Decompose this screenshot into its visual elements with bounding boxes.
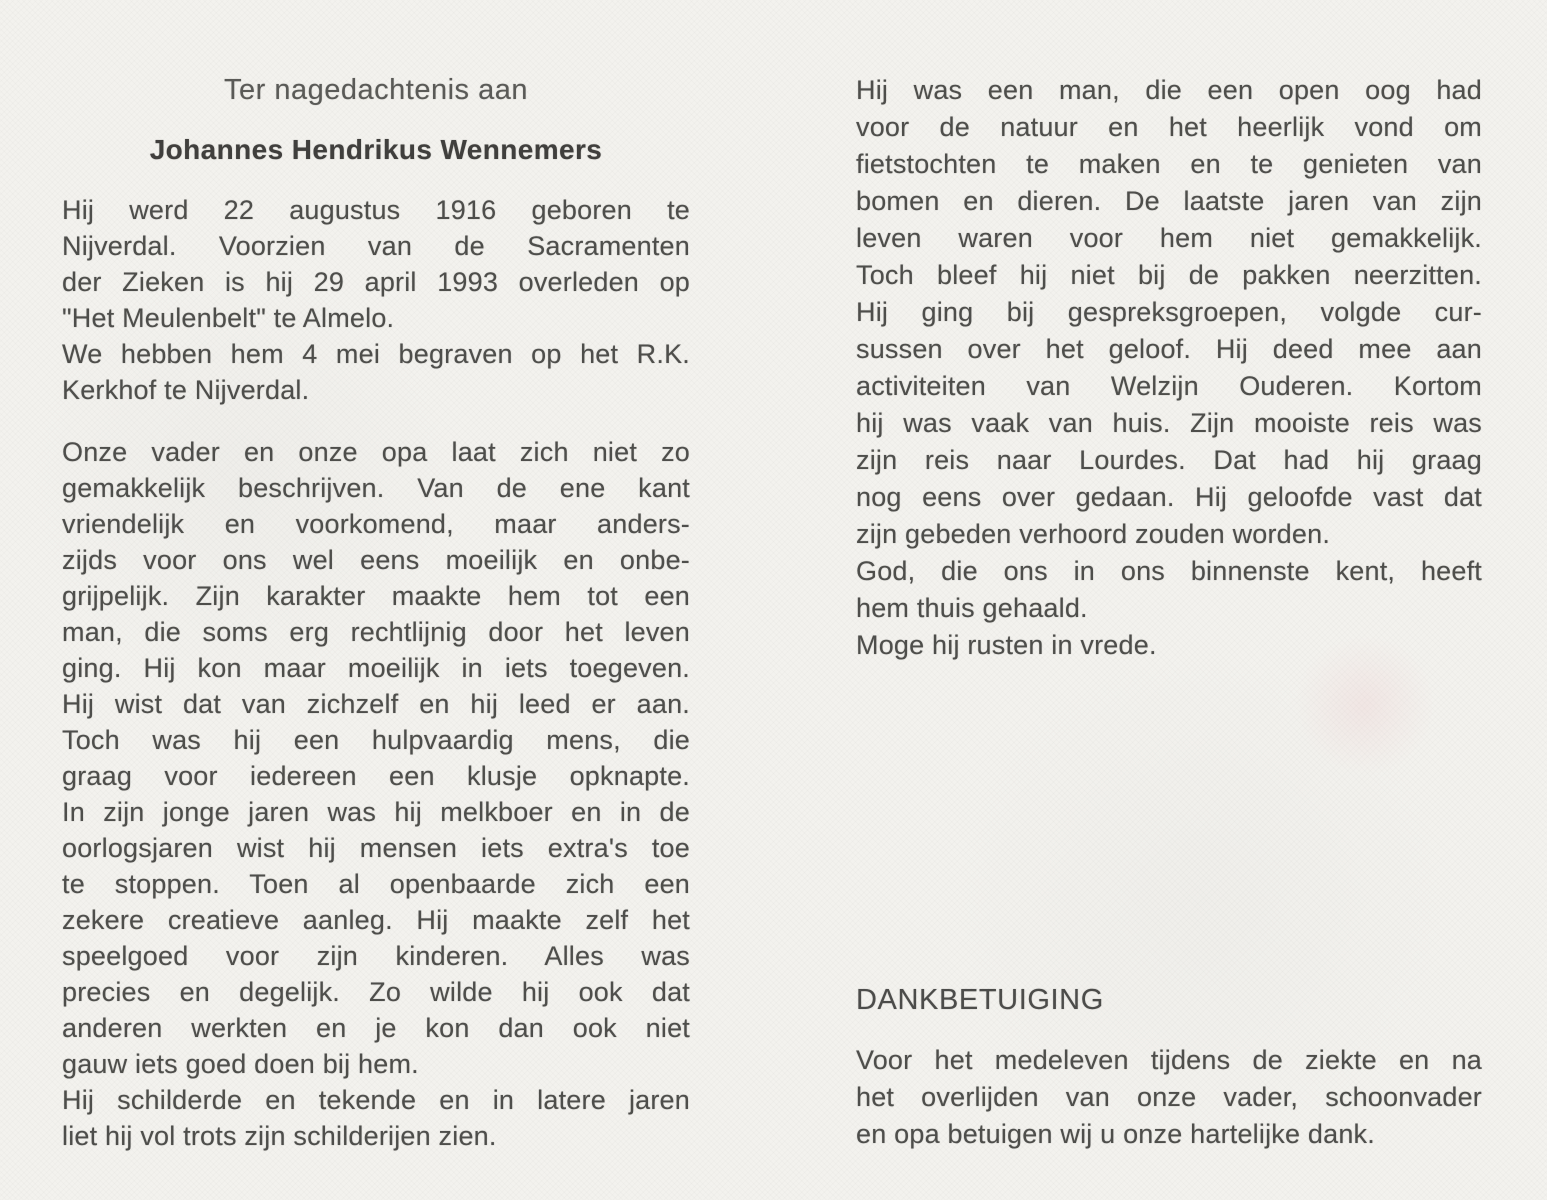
memorial-intro: Ter nagedachtenis aan <box>224 74 528 106</box>
text-line: fietstochten te maken en te genieten van <box>856 149 1482 179</box>
text-line: ging. Hij kon maar moeilijk in iets toegeven. <box>62 653 690 683</box>
deceased-name: Johannes Hendrikus Wennemers <box>149 134 603 165</box>
text-line: Onze vader en onze opa laat zich niet zo <box>62 437 690 467</box>
text-line: precies en degelijk. Zo wilde hij ook dat <box>62 977 690 1007</box>
text-line: Hij was een man, die een open oog had <box>856 75 1482 105</box>
character-paragraph <box>856 72 1482 553</box>
text-line: In zijn jonge jaren was hij melkboer en in de <box>62 797 690 827</box>
text-line: zijn gebeden verhoord zouden worden. <box>856 519 1331 549</box>
god-paragraph <box>856 553 1482 627</box>
text-line: hem thuis gehaald. <box>856 593 1088 623</box>
text-line: oorlogsjaren wist hij mensen iets extra's toe <box>62 833 690 863</box>
text-line: sussen over het geloof. Hij deed mee aan <box>856 334 1482 364</box>
text-line: der Zieken is hij 29 april 1993 overleden op <box>62 267 690 297</box>
text-line: te stoppen. Toen al openbaarde zich een <box>62 869 690 899</box>
burial-paragraph <box>62 336 690 408</box>
text-line: speelgoed voor zijn kinderen. Alles was <box>62 941 690 971</box>
text-line: gauw iets goed doen bij hem. <box>62 1049 419 1079</box>
text-line: Hij wist dat van zichzelf en hij leed er aan. <box>62 689 690 719</box>
text-line: zijn reis naar Lourdes. Dat had hij graag <box>856 445 1482 475</box>
rest-in-peace-line <box>856 627 1482 664</box>
left-page <box>62 0 690 1200</box>
text-line: anderen werkten en je kon dan ook niet <box>62 1013 690 1043</box>
text-line: We hebben hem 4 mei begraven op het R.K. <box>62 339 690 369</box>
text-line: man, die soms erg rechtlijnig door het leven <box>62 617 690 647</box>
text-line: Kerkhof te Nijverdal. <box>62 375 310 405</box>
text-line: activiteiten van Welzijn Ouderen. Kortom <box>856 371 1482 401</box>
right-page <box>856 0 1482 1200</box>
text-line: en opa betuigen wij u onze hartelijke dank. <box>856 1119 1375 1149</box>
life-description-paragraph <box>62 434 690 1082</box>
painting-paragraph <box>62 1082 690 1154</box>
text-line: liet hij vol trots zijn schilderijen zien. <box>62 1121 497 1151</box>
birth-death-paragraph <box>62 192 690 336</box>
acknowledgement-heading: DANKBETUIGING <box>856 984 1104 1016</box>
text-line: grijpelijk. Zijn karakter maakte hem tot een <box>62 581 690 611</box>
text-line: hij was vaak van huis. Zijn mooiste reis was <box>856 408 1482 438</box>
text-line: Moge hij rusten in vrede. <box>856 630 1157 660</box>
text-line: Voor het medeleven tijdens de ziekte en na <box>856 1045 1482 1075</box>
text-line: vriendelijk en voorkomend, maar anders- <box>62 509 690 539</box>
text-line: Hij ging bij gespreksgroepen, volgde cur- <box>856 297 1482 327</box>
text-line: leven waren voor hem niet gemakkelijk. <box>856 223 1482 253</box>
text-line: nog eens over gedaan. Hij geloofde vast dat <box>856 482 1482 512</box>
text-line: zekere creatieve aanleg. Hij maakte zelf het <box>62 905 690 935</box>
text-line: Hij werd 22 augustus 1916 geboren te <box>62 195 690 225</box>
acknowledgement-paragraph <box>856 1042 1482 1153</box>
text-line: Toch was hij een hulpvaardig mens, die <box>62 725 690 755</box>
text-line: zijds voor ons wel eens moeilijk en onbe- <box>62 545 690 575</box>
text-line: het overlijden van onze vader, schoonvader <box>856 1082 1482 1112</box>
text-line: Hij schilderde en tekende en in latere jaren <box>62 1085 690 1115</box>
text-line: graag voor iedereen een klusje opknapte. <box>62 761 690 791</box>
text-line: gemakkelijk beschrijven. Van de ene kant <box>62 473 690 503</box>
text-line: bomen en dieren. De laatste jaren van zijn <box>856 186 1482 216</box>
text-line: "Het Meulenbelt" te Almelo. <box>62 303 395 333</box>
text-line: God, die ons in ons binnenste kent, heeft <box>856 556 1482 586</box>
text-line: voor de natuur en het heerlijk vond om <box>856 112 1482 142</box>
text-line: Toch bleef hij niet bij de pakken neerzitten. <box>856 260 1482 290</box>
text-line: Nijverdal. Voorzien van de Sacramenten <box>62 231 690 261</box>
